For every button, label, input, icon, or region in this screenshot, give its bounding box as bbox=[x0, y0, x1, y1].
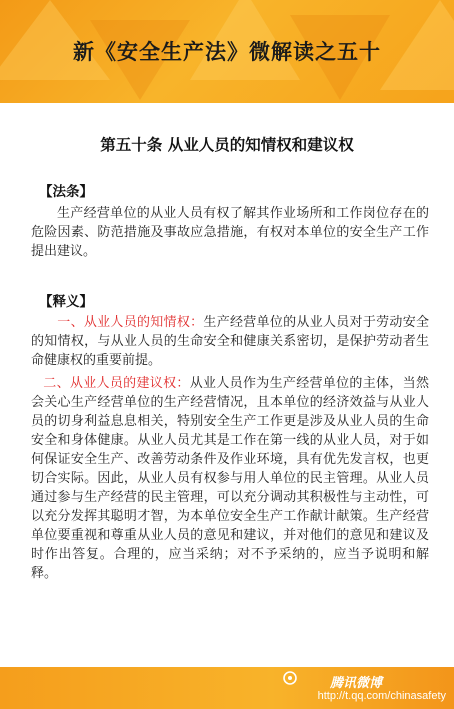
point1-paragraph bbox=[31, 313, 429, 370]
footer-url[interactable]: http://t.qq.com/chinasafety bbox=[317, 690, 446, 702]
footer-brand: 腾讯微博 bbox=[329, 676, 382, 691]
interpretation-section-label: 【释义】 bbox=[39, 294, 93, 310]
law-section-label: 【法条】 bbox=[39, 184, 93, 200]
point1-text: 生产经营单位的从业人员对于劳动安全的知情权，与从业人员的生命安全和健康关系密切，是保护劳动者生命健康权的重要前提。 bbox=[31, 315, 429, 368]
point1-heading: 一、从业人员的知情权： bbox=[57, 315, 204, 330]
law-text: 生产经营单位的从业人员有权了解其作业场所和工作岗位存在的危险因素、防范措施及事故应急措施，有权对本单位的安全生产工作提出建议。 bbox=[31, 206, 429, 259]
header-title: 新《安全生产法》微解读之五十 bbox=[73, 39, 381, 64]
point2-paragraph bbox=[31, 374, 429, 583]
point2-text: 从业人员作为生产经营单位的主体，当然会关心生产经营单位的生产经营情况，且本单位的经济效益与从业人员的切身利益息息相关，特别安全生产工作更是涉及从业人员的生命安全和身体健康。从业人员尤其是工作在第一线的从业人员，对于如何保证安全生产、改善劳动条件及作业环境，具有优先发言权，也更切合实际。因此，从业人员有权参与用人单位的民主管理。从业人员通过参与生产经营的民主管理，可以充分调动其积极性与主动性，可以充分发挥其聪明才智，为本单位安全生产工作献计献策。生产经营单位要重视和尊重从业人员的意见和建议，并对他们的意见和建议及时作出答复。合理的，应当采纳；对不予采纳的，应当予说明和解释。 bbox=[31, 376, 429, 581]
point2-heading: 二、从业人员的建议权： bbox=[43, 376, 190, 391]
header-banner bbox=[0, 0, 454, 103]
weibo-icon bbox=[282, 670, 298, 686]
footer-bar bbox=[0, 667, 454, 709]
article-title: 第五十条 从业人员的知情权和建议权 bbox=[100, 136, 354, 154]
